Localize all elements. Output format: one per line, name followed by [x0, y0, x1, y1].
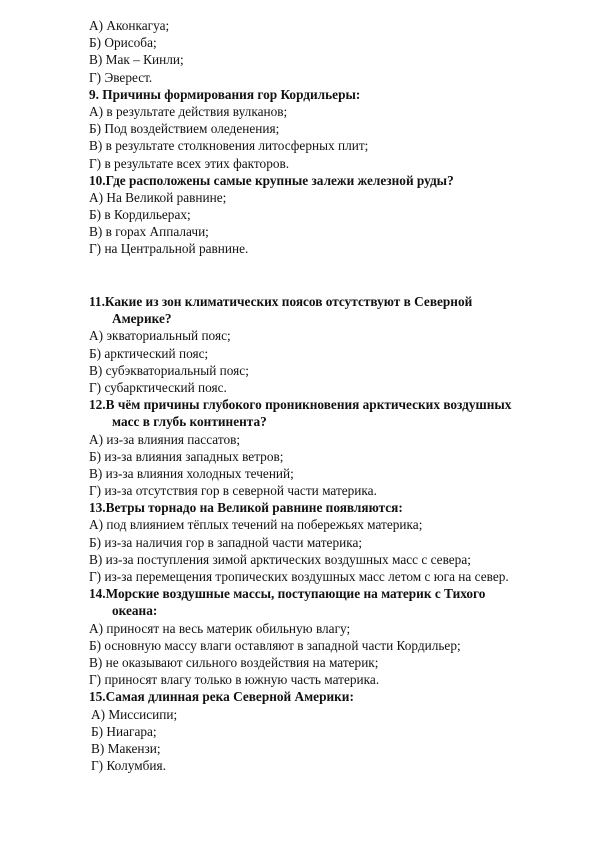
q14-option-c: В) не оказывают сильного воздействия на материк;	[89, 654, 379, 670]
q10-option-a: А) На Великой равнине;	[89, 189, 227, 205]
q11-title-cont: Америке?	[112, 311, 172, 327]
q13-option-c: В) из-за поступления зимой арктических воздушных масс с севера;	[89, 551, 471, 567]
q12-option-a: А) из-за влияния пассатов;	[89, 431, 241, 447]
q9-option-d: Г) в результате всех этих факторов.	[89, 155, 290, 171]
q10-option-c: В) в горах Аппалачи;	[89, 224, 209, 240]
q14-option-d: Г) приносят влагу только в южную часть материка.	[89, 672, 380, 688]
q15-option-c: В) Макензи;	[91, 740, 161, 756]
q9-title: 9. Причины формирования гор Кордильеры:	[89, 86, 361, 102]
q15-option-b: Б) Ниагара;	[91, 723, 157, 739]
block-top	[89, 17, 539, 258]
q11-option-c: В) субэкваториальный пояс;	[89, 362, 249, 378]
q15-title: 15.Самая длинная река Северной Америки:	[89, 689, 354, 705]
q12-title-cont: масс в глубь континента?	[112, 414, 267, 430]
q8-option-b: Б) Орисоба;	[89, 35, 157, 51]
q12-option-c: В) из-за влияния холодных течений;	[89, 465, 294, 481]
q8-option-c: В) Мак – Кинли;	[89, 52, 184, 68]
q14-title-cont: океана:	[112, 603, 158, 619]
q9-option-c: В) в результате столкновения литосферных плит;	[89, 138, 369, 154]
q15-option-a: А) Миссисипи;	[91, 706, 178, 722]
q9-option-b: Б) Под воздействием оледенения;	[89, 121, 280, 137]
q10-title: 10.Где расположены самые крупные залежи железной руды?	[89, 172, 454, 188]
q13-option-b: Б) из-за наличия гор в западной части материка;	[89, 534, 363, 550]
q10-option-d: Г) на Центральной равнине.	[89, 241, 249, 257]
block-bottom	[89, 293, 539, 774]
q13-title: 13.Ветры торнадо на Великой равнине появляются:	[89, 500, 403, 516]
q12-option-b: Б) из-за влияния западных ветров;	[89, 448, 284, 464]
q11-title: 11.Какие из зон климатических поясов отсутствуют в Северной	[89, 294, 473, 309]
q14-option-a: А) приносят на весь материк обильную влагу;	[89, 620, 351, 636]
q14-option-b: Б) основную массу влаги оставляют в западной части Кордильер;	[89, 637, 461, 653]
q14-title: 14.Морские воздушные массы, поступающие на материк с Тихого	[89, 586, 486, 602]
q11-option-a: А) экваториальный пояс;	[89, 328, 231, 344]
q8-option-d: Г) Эверест.	[89, 69, 153, 85]
q12-option-d: Г) из-за отсутствия гор в северной части материка.	[89, 483, 377, 499]
q15-option-d: Г) Колумбия.	[91, 758, 166, 774]
q11-option-d: Г) субарктический пояс.	[89, 379, 227, 395]
q8-option-a: А) Аконкагуа;	[89, 18, 170, 33]
q13-option-a: А) под влиянием тёплых течений на побережьях материка;	[89, 517, 423, 533]
q11-option-b: Б) арктический пояс;	[89, 345, 209, 361]
q9-option-a: А) в результате действия вулканов;	[89, 103, 288, 119]
q10-option-b: Б) в Кордильерах;	[89, 207, 191, 223]
q12-title: 12.В чём причины глубокого проникновения арктических воздушных	[89, 397, 512, 413]
q13-option-d: Г) из-за перемещения тропических воздушных масс летом с юга на север.	[89, 569, 509, 584]
